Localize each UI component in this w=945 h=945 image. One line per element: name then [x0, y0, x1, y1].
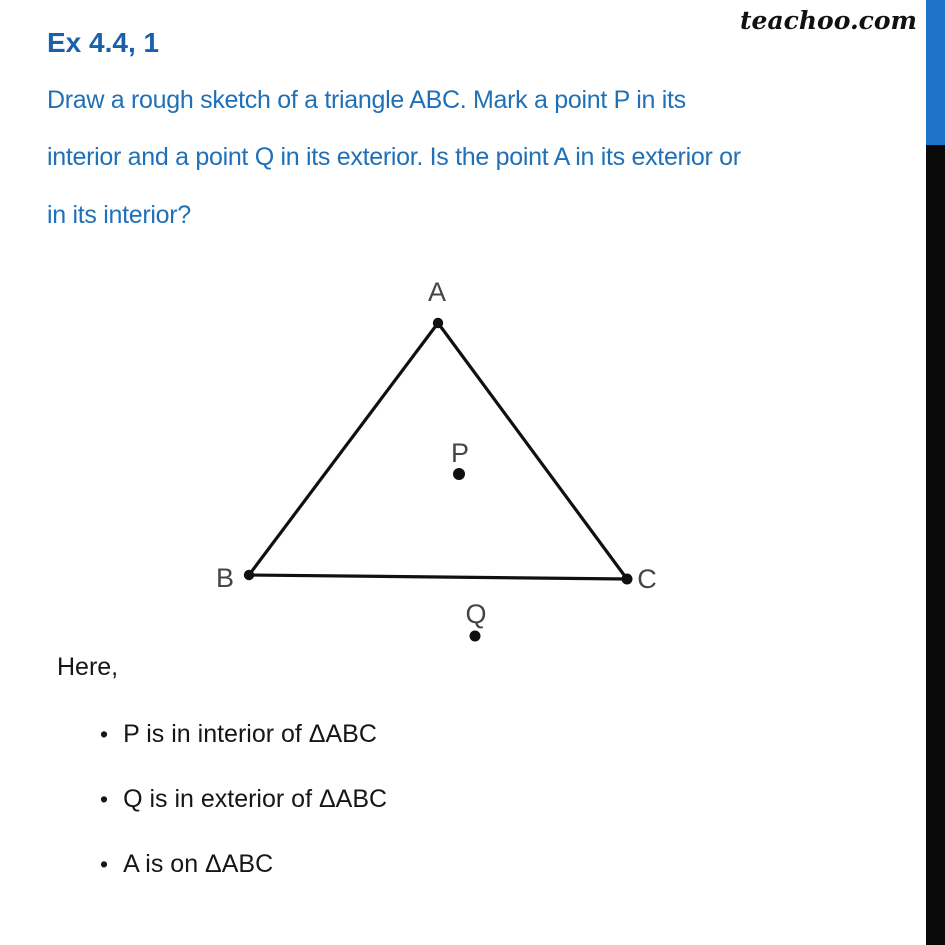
vertex-c-label: C [637, 564, 657, 594]
question-line-2: interior and a point Q in its exterior. Is the point A in its exterior or [47, 143, 741, 171]
question-line-3: in its interior? [47, 201, 191, 229]
vertex-a-dot [433, 318, 443, 328]
point-p-label: P [450, 438, 470, 468]
question-line-1: Draw a rough sketch of a triangle ABC. Mark a point P in its [47, 86, 686, 114]
sidebar-black-segment [926, 145, 945, 945]
vertex-c-dot [622, 574, 633, 585]
point-p-dot [453, 468, 465, 480]
answer-bullet-a [100, 850, 273, 879]
triangle-side-bc [249, 575, 627, 579]
vertex-b-label: B [215, 563, 235, 593]
answer-bullet-text: A is on ΔABC [123, 850, 274, 878]
triangle-diagram [180, 270, 680, 650]
bullet-icon: • [100, 721, 109, 747]
sidebar-blue-segment [926, 0, 945, 145]
vertex-b-dot [244, 570, 254, 580]
brand-logo: teachoo.com [739, 6, 917, 35]
bullet-icon: • [100, 786, 109, 812]
bullet-icon: • [100, 851, 109, 877]
answer-bullet-text: Q is in exterior of ΔABC [123, 785, 388, 813]
triangle-side-ab [249, 323, 438, 575]
point-q-dot [470, 631, 481, 642]
exercise-title: Ex 4.4, 1 [47, 27, 160, 58]
answer-bullet-text: P is in interior of ΔABC [123, 720, 377, 748]
vertex-a-label: A [427, 277, 447, 307]
answer-bullet-p [100, 720, 377, 749]
answer-bullet-q [100, 785, 387, 814]
answer-intro: Here, [57, 653, 119, 681]
point-q-label: Q [465, 599, 487, 629]
